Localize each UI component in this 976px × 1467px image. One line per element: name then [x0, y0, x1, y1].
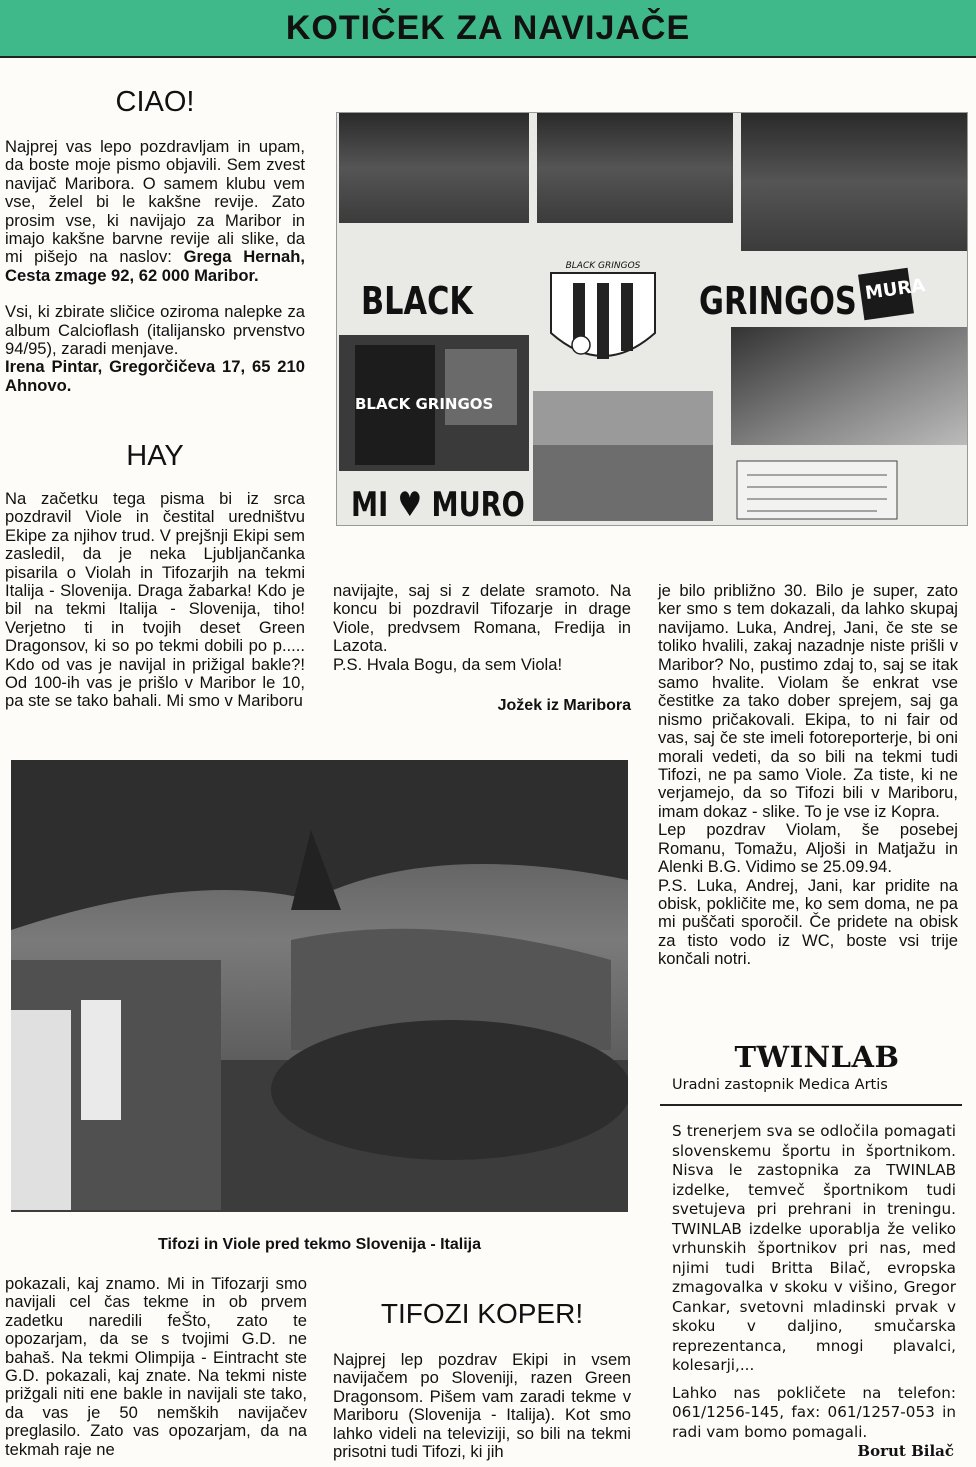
letter2-column-1: Na začetku tega pisma bi iz srca pozdravil Viole in čestital uredništvu Ekipe za njihov trud. V prejšnji Ekipi sem zasledil, da je neka Ljubljančanka pisarila o Violah in Tifozarjih na tekmi Italija - Slovenija. Draga žabarka! Kdo je bil na tekmi Italija - Slovenija, tiho! Verjetno ti in tvojih deset Green Dragonsov, ki so po tekmi dobili po p..... Kdo od vas je navijal in prižigal bakle?! Od 100-ih vas je prišlo v Maribor le 10, pa ste se tako bahali. Mi smo v Mariboru: [5, 489, 305, 711]
letter1-body: [5, 138, 305, 395]
letter2-ps: P.S. Hvala Bogu, da sem Viola!: [333, 654, 563, 674]
page-title: KOTIČEK ZA NAVIJAČE: [285, 8, 691, 47]
twinlab-contact: Lahko nas pokličete na telefon: 061/1256-145, fax: 061/1257-053 in radi vam bomo pomagali.: [672, 1383, 956, 1441]
letter1-text-2: Vsi, ki zbirate sličice oziroma nalepke za album Calcioflash (italijansko prvenstvo 94/95), zaradi menjave.: [5, 302, 305, 359]
letter3-right-column: [658, 582, 958, 969]
twinlab-body: [672, 1122, 956, 1442]
collage-photo-3: [741, 113, 967, 251]
letter1-paragraph-1: [5, 138, 305, 285]
collage-banner-text: BLACK GRINGOS: [355, 395, 494, 413]
letter2-column-2: [333, 582, 631, 674]
collage-word-mi-muro: MI ♥ MURO: [351, 485, 525, 525]
letter1-address-1: Grega Hernah, Cesta zmage 92, 62 000 Maribor.: [5, 247, 305, 285]
collage-word-gringos: GRINGOS: [699, 279, 857, 323]
letter2-bottom-column: pokazali, kaj znamo. Mi in Tifozarji smo navijali cel čas tekme in ob prvem zadetku naredili feŠto, zato te opozarjam, da se s tvojimi G.D. ne bahaš. Na tekmi Olimpija - Eintracht ste G.D. pokazali, kaj znate. Na tekmi niste prižgali niti ene bakle in navijali ste tako, da vas je 50 nemških navijačev preglasilo. Zato vas opozarjam, da na tekmah raje ne: [5, 1274, 307, 1459]
letter3-middle-column: Najprej lep pozdrav Ekipi in vsem navijačem po Sloveniji, razen Green Dragonsom. Pišem vam zaradi tekme v Mariboru (Slovenija - Italija). Kot smo lahko videli na televiziji, so bili na tekmi prisotni tudi Tifozi, ki jih: [333, 1350, 631, 1462]
football-icon: [572, 336, 590, 354]
letter1-text-1: Najprej vas lepo pozdravljam in upam, da boste moje pismo objavili. Sem zvest navijač Maribora. O samem klubu vem vse, želel bi le kakšne revije. Zato prosim vse, ki navijajo za Maribor in imajo kakšne barvne revije ali slike, da mi pišejo na naslov:: [5, 137, 305, 267]
photo-caption: Tifozi in Viole pred tekmo Slovenija - Italija: [157, 1236, 482, 1253]
collage-word-mura: MURA: [863, 274, 927, 305]
letter3-title: TIFOZI KOPER!: [380, 1298, 584, 1329]
letter3-right-text-3: P.S. Luka, Andrej, Jani, kar pridite na obisk, pokličite me, ko sem doma, ne pa mi puščati sporočil. Če pridete na obisk za tisto vodo iz WC, boste vsi trije končali notri.: [658, 875, 958, 969]
collage-photo-2: [537, 113, 733, 223]
collage-photo: [336, 112, 968, 526]
twinlab-body-text: S trenerjem sva se odločila pomagati slovenskemu športu in športnikom. Nisva le zastopnika za TWINLAB izdelke, temveč športnikom tudi svetujeva pri prehrani in treningu. TWINLAB izdelke uporablja že veliko vrhunskih športnikov pri nas, med njimi tudi Britta Bilač, evropska zmagovalka v skoku v višino, Gregor Cankar, svetovni mladinski prvak v skoku v daljino, smučarska reprezentanca, mnogi plavalci, kolesarji,...: [672, 1122, 956, 1374]
letter3-right-text-1: je bilo približno 30. Bilo je super, zato ker smo s tem dokazali, da lahko skupaj navijamo. Luka, Andrej, Jani, če ste se toliko hvalili, zakaj nazadnje niste prišli v Maribor? No, pustimo zdaj to, saj se itak samo hvalite. Violam še enkrat vse čestitke za tako dober sprejem, saj ga nismo pričakovali. Ekipa, to ni fair od vas, saj če ste imeli fotoreporterje, bi oni morali vedeti, da so bili na tekmi tudi Tifozi, ne pa samo Viole. Za tiste, ki ne verjamejo, da so Tifozi bili v Mariboru, imam dokaz - slike. To je vse iz Kopra.: [658, 581, 958, 821]
letter3-right-text-2: Lep pozdrav Violam, še posebej Romanu, Tomažu, Aljoši in Matjažu in Alenki B.G. Vidimo se 25.09.94.: [658, 820, 958, 877]
letter2-title: HAY: [126, 440, 184, 472]
letter1-paragraph-2: [5, 303, 305, 395]
twinlab-signature: Borut Bilač: [857, 1442, 954, 1460]
twinlab-divider: [660, 1104, 962, 1106]
fans-photo-svg: [11, 760, 628, 1212]
fans-photo: [11, 760, 628, 1212]
letter1-title: CIAO!: [115, 86, 195, 118]
collage-word-black: BLACK: [361, 279, 473, 323]
twinlab-subtitle: Uradni zastopnik Medica Artis: [672, 1077, 888, 1093]
collage-photo-1: [339, 113, 529, 223]
twinlab-title: TWINLAB: [734, 1040, 900, 1074]
letter1-address-2: Irena Pintar, Gregorčičeva 17, 65 210 Ahnovo.: [5, 357, 305, 395]
collage-photo-smoke: [731, 327, 967, 445]
letter2-signature: Jožek iz Maribora: [497, 697, 631, 714]
header-bar: [0, 0, 976, 58]
letter2-column-2-text: navijajte, saj si z delate sramoto. Na koncu bi pozdravil Tifozarje in drage Viole, predvsem Romana, Fredija in Lazota.: [333, 581, 631, 656]
collage-emblem-text: BLACK GRINGOS: [565, 261, 641, 271]
